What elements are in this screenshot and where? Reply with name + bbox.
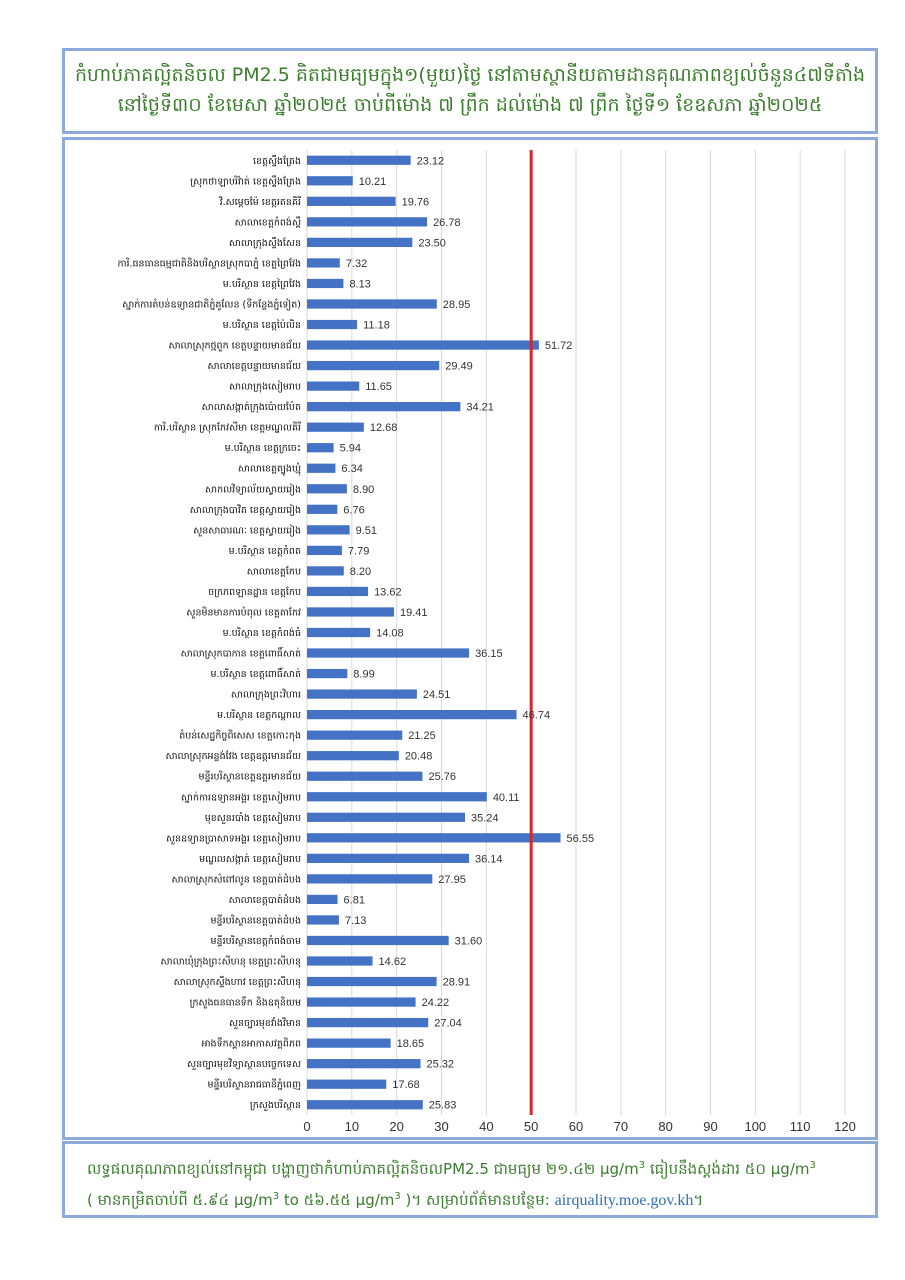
summary-text-2b: to ៥៦.៥៥ µg/m <box>279 1191 395 1209</box>
unit-superscript: 3 <box>394 1191 401 1202</box>
bar <box>307 505 337 514</box>
data-label: 13.62 <box>374 586 402 599</box>
bar <box>307 525 350 534</box>
bar <box>307 279 343 288</box>
data-label: 12.68 <box>369 422 398 435</box>
data-label: 35.24 <box>470 812 499 825</box>
bar <box>307 813 465 822</box>
website-link[interactable]: airquality.moe.gov.kh <box>554 1192 694 1209</box>
data-label: 19.76 <box>401 196 430 209</box>
data-label: 18.65 <box>396 1038 425 1051</box>
data-label: 27.95 <box>438 873 466 886</box>
category-label: មុខសួនរបាំង ខេត្តសៀមរាប <box>204 812 301 824</box>
bar <box>307 217 427 226</box>
bar <box>307 1100 423 1109</box>
data-label: 21.25 <box>408 730 436 743</box>
x-tick-label: 20 <box>389 1119 404 1134</box>
data-label: 8.90 <box>352 483 375 496</box>
x-tick-label: 40 <box>479 1119 494 1134</box>
bar-chart <box>65 140 875 1137</box>
summary-text-2a: ( មានកម្រិតចាប់ពី ៥.៩៤ µg/m <box>87 1191 273 1209</box>
category-label: ម.បរិស្ថាន ខេត្តកណ្តាល <box>217 710 301 722</box>
bar <box>307 607 394 616</box>
bar <box>307 1059 421 1068</box>
x-tick-label: 60 <box>568 1119 584 1134</box>
bar <box>307 197 396 206</box>
data-label: 36.15 <box>475 648 503 661</box>
x-tick-label: 110 <box>789 1119 811 1134</box>
chart-title-line-2: នៅថ្ងៃទី៣០ ខែមេសា ឆ្នាំ២០២៥ ចាប់ពីម៉ោង ៧ ព្រឹក ដល់ម៉ោង ៧ ព្រឹក ថ្ងៃទី១ ខែឧសភា ឆ្នាំ២០២៥ <box>117 94 823 116</box>
bar <box>307 936 449 945</box>
x-tick-label: 10 <box>344 1119 360 1134</box>
category-label: សាលាស្រុកសំពៅលូន ខេត្តបាត់ដំបង <box>171 874 301 886</box>
bar <box>307 1039 391 1048</box>
category-label: ម.បរិស្ថាន ខេត្តកំពត <box>228 545 301 557</box>
category-label: ម.បរិស្ថាន ខេត្តពោធិ៍សាត់ <box>210 669 301 681</box>
value-labels <box>340 155 594 1111</box>
summary-line-1 <box>65 1152 875 1183</box>
data-label: 28.95 <box>442 298 471 311</box>
bar <box>307 689 417 698</box>
bar <box>307 854 469 863</box>
x-tick-label: 50 <box>523 1119 539 1134</box>
bar <box>307 566 344 575</box>
bars <box>307 156 561 1110</box>
bar <box>307 464 335 473</box>
data-label: 36.14 <box>475 853 503 866</box>
data-label: 7.79 <box>347 545 370 558</box>
bar <box>307 299 437 308</box>
data-label: 56.55 <box>566 832 595 845</box>
x-tick-label: 30 <box>434 1119 449 1134</box>
category-label: សួនមិនមានការបំពុល ខេត្តតាកែវ <box>186 607 301 619</box>
category-label: មន្ទីរបរិស្ថានខេត្តកំពង់ចាម <box>210 935 301 947</box>
category-label: សាលាខេត្តកែប <box>246 566 301 578</box>
summary-text-2c: )។ សម្រាប់ព័ត៌មានបន្ថែម: <box>400 1191 555 1209</box>
summary-text-1b: ធៀបនឹងស្តង់ដារ ៥០ µg/m <box>645 1160 810 1178</box>
category-label: សាលាស្រុកថ្មពួក ខេត្តបន្ទាយមានជ័យ <box>168 340 301 352</box>
data-label: 28.91 <box>442 976 471 989</box>
category-label: មន្ទីរបរិស្ថានខេត្តឧត្តរមានជ័យ <box>198 771 301 783</box>
data-label: 11.18 <box>363 319 390 332</box>
data-label: 14.62 <box>378 956 407 969</box>
category-label: ម.បរិស្ថាន ខេត្តកំពង់ធំ <box>222 628 301 639</box>
data-label: 26.78 <box>433 216 461 229</box>
data-label: 31.60 <box>454 935 483 948</box>
bar <box>307 381 359 390</box>
bar <box>307 156 411 165</box>
bar <box>307 669 347 678</box>
data-label: 27.04 <box>434 1017 462 1030</box>
category-label: ស្នាក់ការតំបន់ឧទ្យានជាតិភ្នំគូលែន (ទីកន្លែងភ្នំទៀត) <box>122 299 301 311</box>
summary-line-2 <box>65 1183 875 1215</box>
bar <box>307 792 487 801</box>
category-label: ស្នាក់ការឧទ្យានអង្គរ ខេត្តសៀមរាប <box>180 792 301 804</box>
category-label: សាលាក្រុងបាវិត ខេត្តស្វាយរៀង <box>189 504 301 516</box>
bar <box>307 176 353 185</box>
data-label: 5.94 <box>339 442 362 455</box>
data-label: 8.99 <box>353 668 375 681</box>
data-label: 10.21 <box>358 175 387 188</box>
category-label: វិ.សម្តេចម៉ែ ខេត្តរតនគិរី <box>219 196 301 208</box>
chart-title-line-1: កំហាប់ភាគល្អិតនិចល PM2.5 គិតជាមធ្យមក្នុង១(មួយ)ថ្ងៃ នៅតាមស្ថានីយតាមដានគុណភាពខ្យល់ចំនួន៤៧ទីតាំង <box>74 64 866 86</box>
data-label: 40.11 <box>492 791 520 804</box>
x-tick-label: 70 <box>613 1119 629 1134</box>
category-label: តំបន់សេដ្ឋកិច្ចពិសេស ខេត្តកោះកុង <box>179 730 301 742</box>
category-label: សាកលវិទ្យាល័យស្វាយរៀង <box>205 484 301 496</box>
data-label: 9.51 <box>355 524 378 537</box>
category-label: ម.បរិស្ថាន ខេត្តក្រចេះ <box>224 443 301 455</box>
category-label: អាងទឹកស្ពានអាកាសវត្តពិភព <box>201 1038 301 1050</box>
unit-superscript: 3 <box>272 1191 280 1202</box>
bar <box>307 1080 386 1089</box>
summary-text-1a: លទ្ធផលគុណភាពខ្យល់នៅកម្ពុជា បង្ហាញថាកំហាប់ភាគល្អិតនិចលPM2.5 ជាមធ្យម ២១.៤២ µg/m <box>87 1160 639 1178</box>
x-axis-ticks <box>303 1119 855 1134</box>
bar <box>307 587 368 596</box>
category-label: សួនច្បារមុខវិទ្យាស្ថានបច្ចេកទេស <box>187 1059 301 1071</box>
data-label: 20.48 <box>404 750 433 763</box>
bar <box>307 443 334 452</box>
category-label: ខេត្តស្ទឹងត្រែង <box>252 155 301 167</box>
category-label: ក្រសួងធនធានទឹក និងឧតុនិយម <box>189 997 301 1009</box>
category-label: សាលាក្រុងសៀមរាប <box>229 381 301 393</box>
data-label: 6.81 <box>343 894 365 907</box>
x-tick-label: 100 <box>744 1119 767 1134</box>
category-labels <box>117 154 301 1112</box>
category-label: សាលាសង្កាត់ក្រុងប៉ោយប៉ែត <box>201 402 301 414</box>
category-label: ស្រុកថាឡាបរិវ៉ាត់ ខេត្តស្ទឹងត្រែង <box>190 176 301 188</box>
data-label: 24.51 <box>422 689 451 702</box>
bar <box>307 895 338 904</box>
bar <box>307 977 437 986</box>
bar <box>307 915 339 924</box>
bar <box>307 546 342 555</box>
data-label: 7.13 <box>344 914 367 927</box>
bar <box>307 648 469 657</box>
data-label: 34.21 <box>466 401 494 414</box>
summary-box <box>62 1141 878 1218</box>
data-label: 11.65 <box>365 381 392 394</box>
bar <box>307 628 370 637</box>
x-tick-label: 120 <box>834 1119 856 1134</box>
x-tick-label: 80 <box>658 1119 673 1134</box>
bar <box>307 238 412 247</box>
category-label: សាលាស្រុកស្ទឹងហាវ ខេត្តព្រះសីហនុ <box>173 977 301 989</box>
data-label: 46.74 <box>522 709 551 722</box>
data-label: 8.20 <box>349 565 372 578</box>
bar <box>307 1018 428 1027</box>
x-tick-label: 0 <box>303 1119 311 1134</box>
data-label: 23.12 <box>416 155 445 168</box>
category-label: សួនសាធារណៈ ខេត្តស្វាយរៀង <box>193 525 301 537</box>
data-label: 25.83 <box>428 1099 457 1112</box>
data-label: 25.76 <box>428 771 457 784</box>
data-label: 7.32 <box>345 257 368 270</box>
bar <box>307 997 416 1006</box>
data-label: 6.34 <box>341 463 363 476</box>
bar <box>307 751 399 760</box>
summary-text-2-end: ។ <box>693 1191 704 1209</box>
bar <box>307 320 357 329</box>
category-label: សួនឧទ្យានប្រាសាទអង្គរ ខេត្តសៀមរាប <box>166 833 301 845</box>
bar <box>307 874 432 883</box>
bar <box>307 340 539 349</box>
category-label: ការិ.ធនធានធម្មជាតិនិងបរិស្ថានស្រុកបាភ្នំ ខេត្តព្រៃវែង <box>117 258 301 270</box>
unit-superscript: 3 <box>638 1160 646 1171</box>
category-label: មន្ទីរបរិស្ថានខេត្តបាត់ដំបង <box>210 915 301 927</box>
bar <box>307 484 347 493</box>
bar <box>307 423 364 432</box>
bar <box>307 772 422 781</box>
x-tick-label: 90 <box>703 1119 718 1134</box>
category-label: មន្ទីរបរិស្ថានរាជធានីភ្នំពេញ <box>207 1079 301 1091</box>
category-label: ក្រសួងបរិស្ថាន <box>249 1100 301 1112</box>
category-label: សាលាឃុំក្រុងព្រះសីហនុ ខេត្តព្រះសីហនុ <box>160 956 301 968</box>
data-label: 23.50 <box>418 237 446 250</box>
data-label: 17.68 <box>392 1079 420 1092</box>
category-label: សាលាស្រុកអន្លង់វែង ខេត្តឧត្តរមានជ័យ <box>165 751 301 763</box>
chart-title-box <box>62 48 878 134</box>
data-label: 6.76 <box>343 504 365 517</box>
category-label: សាលាខេត្តកំពង់ស្ពឺ <box>234 217 301 229</box>
bar <box>307 361 439 370</box>
category-label: សាលាខេត្តបន្ទាយមានជ័យ <box>207 361 301 373</box>
category-label: សួនច្បារមុខវាំងវិមាន <box>228 1018 301 1030</box>
category-label: សាលាក្រុងស្ទឹងសែន <box>228 237 301 249</box>
unit-superscript: 3 <box>809 1160 816 1171</box>
bar <box>307 710 517 719</box>
bar <box>307 402 460 411</box>
category-label: ម.បរិស្ថាន ខេត្តព្រៃវែង <box>222 278 301 290</box>
data-label: 8.13 <box>349 278 371 291</box>
bar <box>307 258 340 267</box>
category-label: សាលាស្រុកបាកាន ខេត្តពោធិ៍សាត់ <box>180 648 301 660</box>
data-label: 51.72 <box>544 340 573 353</box>
data-label: 25.32 <box>426 1058 455 1071</box>
category-label: ការិ.បរិស្ថាន ស្រុកកែវសីមា ខេត្តមណ្ឌលគិរី <box>153 422 301 434</box>
data-label: 19.41 <box>400 606 428 619</box>
category-label: ម.បរិស្ថាន ខេត្តប៉ៃលិន <box>222 320 301 332</box>
data-label: 24.22 <box>421 997 450 1010</box>
category-label: សាលាខេត្តបាត់ដំបង <box>228 894 301 906</box>
chart-area <box>62 137 878 1140</box>
category-label: សាលាខេត្តត្បូងឃ្មុំ <box>237 463 301 475</box>
data-label: 14.08 <box>376 627 404 640</box>
category-label: សាលាក្រុងព្រះវិហារ <box>230 689 301 701</box>
category-label: ចក្រភពឡានដ្ឋាន ខេត្តកែប <box>208 586 301 598</box>
category-label: មណ្ឌលសង្កាត់ ខេត្តសៀមរាប <box>199 853 301 865</box>
data-label: 29.49 <box>445 360 473 373</box>
bar <box>307 833 561 842</box>
bar <box>307 731 402 740</box>
bar <box>307 956 373 965</box>
